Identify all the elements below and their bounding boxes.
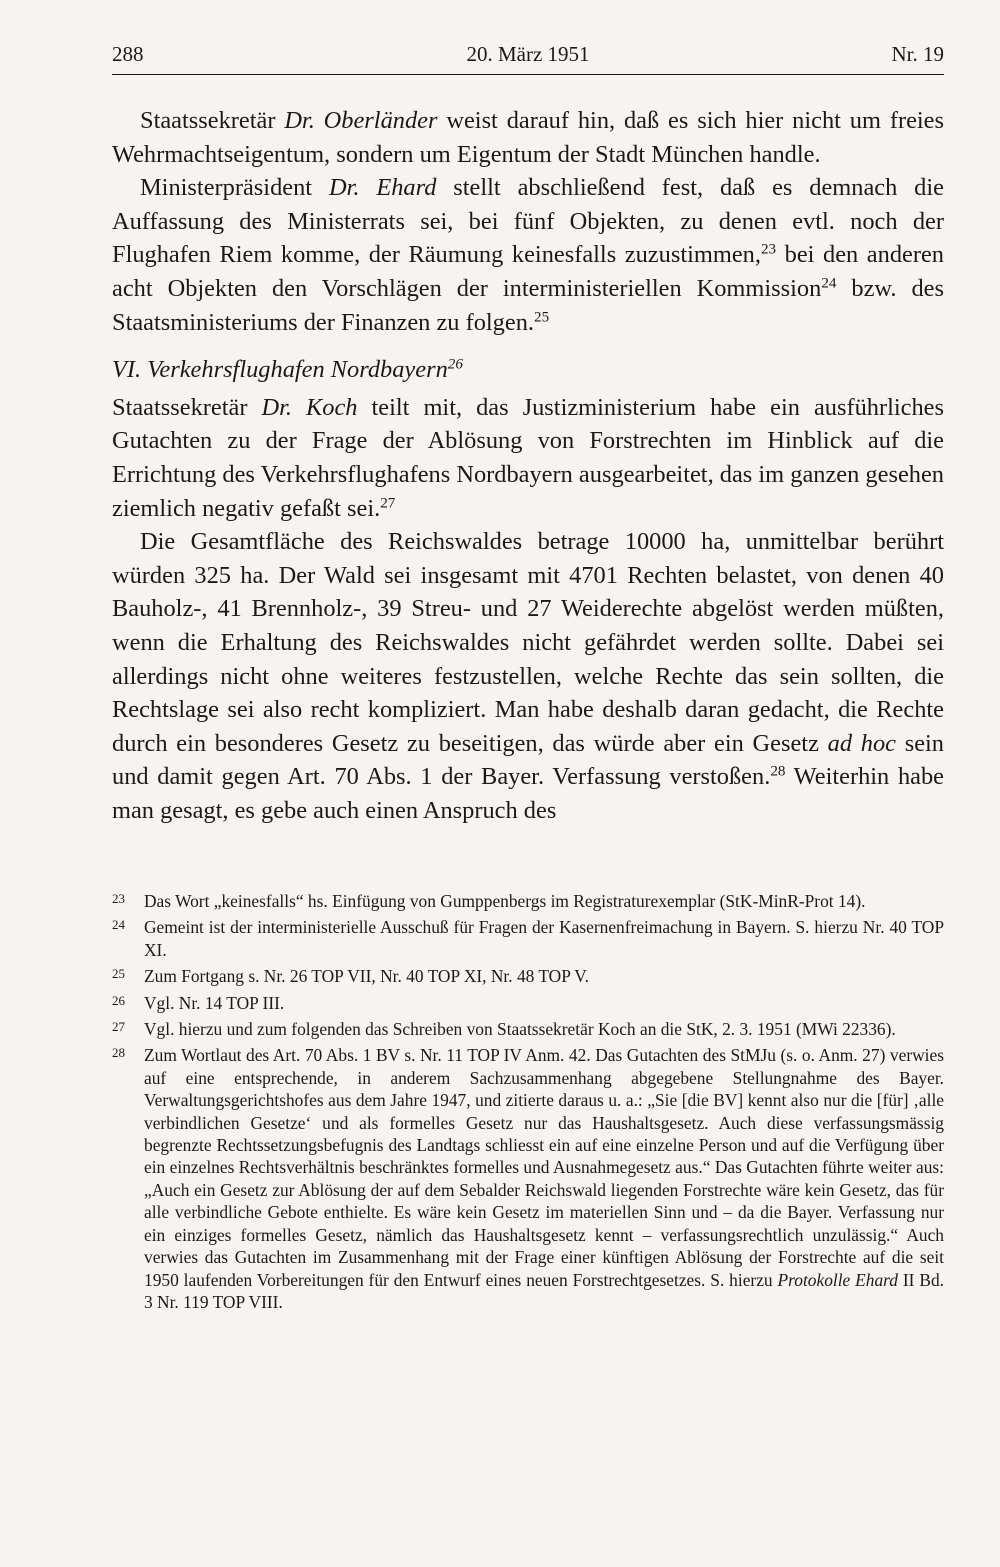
p1-pre: Staatssekretär: [140, 107, 285, 134]
footnote-28-reference-tail: II Bd. 3 Nr. 119 TOP VIII.: [144, 1269, 944, 1312]
footnote-28-body: Zum Wortlaut des Art. 70 Abs. 1 BV s. Nr. 11 TOP IV Anm. 42. Das Gutachten des StMJu (s. o. Anm. 27) verwies auf eine entsprechende, in anderem Sachzusammenhang abgegebene Stellungnahme des Bayer. Verwaltungsgerichtshofes aus dem Jahre 1947, und zitierte daraus u. a.: „Sie [die BV] kennt also nur die [für] ‚alle verbindlichen Gesetze‘ und als formelles Gesetz nur das Haushaltsgesetz. Auch diese verfassungsmässig begrenzte Rechtssetzungsbefugnis des Landtags schliesst ein auf eine einzelne Person und auf die Verfügung über ein einzelnes Rechtsverhältnis beschränktes formelles und Ausnahmegesetz aus.“ Das Gutachten führte weiter aus: „Auch ein Gesetz zur Ablösung der auf dem Sebalder Reichswald liegenden Forstrechte wäre kein Gesetz, das für alle verbindliche Gebote enthielte. Es wäre kein Gesetz im materiellen Sinn und – da die Bayer. Verfassung nur ein einziges formelles Gesetz, nämlich das Haushaltsgesetz kennt – verfassungsrechtlich unzulässig.“ Auch verwies das Gutachten im Zusammenhang mit der Frage einer künftigen Ablösung der Forstrechte auf die seit 1950 laufenden Vorbereitungen für den Entwurf eines neuen Forstrechtgesetzes. S. hierzu: [144, 1045, 944, 1290]
footnote-text: Vgl. Nr. 14 TOP III.: [144, 992, 285, 1013]
footnote-25: [112, 965, 944, 987]
footnote-24: [112, 916, 944, 961]
p2-text-c: bzw. des Staatsministeriums der Finanzen zu folgen.: [112, 274, 945, 336]
running-header: [112, 42, 944, 76]
paragraph-ehard: [112, 171, 944, 339]
paragraph-oberlaender: [112, 104, 944, 171]
header-rule: [112, 74, 944, 75]
footnotes: [112, 890, 944, 1317]
footnote-number: 25: [112, 966, 125, 982]
footnote-ref[interactable]: 25: [534, 309, 550, 326]
footnote-ref[interactable]: 24: [821, 275, 837, 292]
p2-text-a: stellt abschließend fest, daß es demnach die Auffassung des Ministerrats sei, bei fünf Objekten, zu denen evtl. noch der Flughafen Riem komme, der Räumung keinesfalls zuzustimmen,: [112, 174, 944, 269]
header-date: 20. März 1951: [466, 42, 590, 66]
footnote-number: 28: [112, 1045, 125, 1061]
footnote-text: [144, 1045, 944, 1311]
p4-text-c: Weiterhin habe man gesagt, es gebe auch einen Anspruch des: [112, 763, 944, 824]
footnote-text: Gemeint ist der interministerielle Ausschuß für Fragen der Kasernenfreimachung in Bayern. S. hierzu Nr. 40 TOP XI.: [144, 917, 944, 960]
footnote-27: [112, 1018, 944, 1040]
footnote-number: 27: [112, 1019, 125, 1035]
p1-text: weist darauf hin, daß es sich hier nicht um freies Wehrmachtseigentum, sondern um Eigentum der Stadt München handle.: [112, 107, 944, 168]
footnote-ref[interactable]: 26: [447, 356, 463, 373]
p3-pre: Staatssekretär: [112, 393, 262, 421]
footnote-ref[interactable]: 28: [770, 763, 786, 780]
footnote-number: 23: [112, 891, 125, 906]
main-text: [112, 104, 944, 827]
footnote-number: 26: [112, 992, 125, 1008]
document-number: Nr. 19: [891, 42, 944, 66]
footnote-28: [112, 1044, 944, 1313]
p4-text-a: Die Gesamtfläche des Reichswaldes betrage 10000 ha, unmittelbar berührt würden 325 ha. Der Wald sei insgesamt mit 4701 Rechten belastet, von denen 40 Bauholz-, 41 Brennholz-, 39 Streu- und 27 Weiderechte abgelöst werden müßten, wenn die Erhaltung des Reichswaldes nicht gefährdet werden sollte. Dabei sei allerdings nicht ohne weiteres festzustellen, welche Rechte das sein sollten, die Rechtslage sei also recht kompliziert. Man habe deshalb daran gedacht, die Rechte durch ein besonderes Gesetz zu beseitigen, das würde aber ein Gesetz: [112, 528, 944, 757]
latin-term: ad hoc: [827, 729, 896, 757]
footnote-ref[interactable]: 27: [380, 495, 396, 512]
footnote-text: Zum Fortgang s. Nr. 26 TOP VII, Nr. 40 TOP XI, Nr. 48 TOP V.: [144, 966, 589, 987]
p2-text-b: bei den anderen acht Objekten den Vorschlägen der interministeriellen Kommission: [112, 241, 944, 302]
speaker-name: Dr. Oberländer: [284, 107, 438, 134]
paragraph-koch: [112, 391, 944, 525]
speaker-name: Dr. Koch: [261, 393, 358, 421]
footnote-28-reference-title: Protokolle Ehard: [777, 1269, 898, 1290]
speaker-name: Dr. Ehard: [328, 174, 437, 202]
p2-pre: Ministerpräsident: [140, 174, 329, 202]
footnote-text: Das Wort „keinesfalls“ hs. Einfügung von Gumppenbergs im Registraturexemplar (StK-MinR-Prot 14).: [144, 891, 866, 911]
section-heading: [112, 353, 944, 387]
section-heading-text: VI. Verkehrsflughafen Nordbayern: [112, 356, 448, 384]
paragraph-reichswald: [112, 525, 944, 827]
footnote-text: Vgl. hierzu und zum folgenden das Schreiben von Staatssekretär Koch an die StK, 2. 3. 1951 (MWi 22336).: [144, 1019, 896, 1040]
footnote-23: [112, 890, 944, 912]
footnote-ref[interactable]: 23: [760, 242, 777, 259]
footnote-number: 24: [112, 917, 125, 933]
p3-text: teilt mit, das Justizministerium habe ein ausführliches Gutachten zu der Frage der Ablösung von Forstrechten im Hinblick auf die Errichtung des Verkehrsflughafens Nordbayern ausgearbeitet, das im ganzen gesehen ziemlich negativ gefaßt sei.: [112, 393, 944, 522]
p4-text-b: sein und damit gegen Art. 70 Abs. 1 der Bayer. Verfassung verstoßen.: [112, 729, 944, 791]
footnote-26: [112, 992, 944, 1014]
page-number: 288: [112, 42, 144, 66]
